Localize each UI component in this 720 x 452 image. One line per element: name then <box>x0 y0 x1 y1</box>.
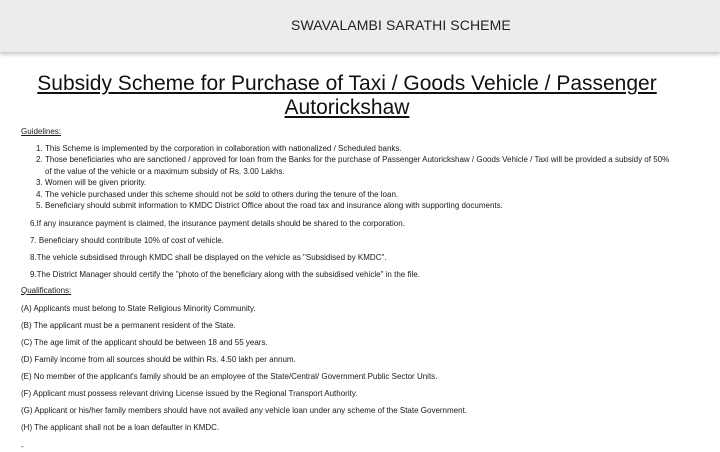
guidelines-heading: Guidelines: <box>21 127 62 136</box>
list-item-number: 2. <box>36 155 43 165</box>
list-item-text: The vehicle purchased under this scheme should not be sold to others during the tenure of the loan. <box>45 189 399 199</box>
list-item-text: Those beneficiaries who are sanctioned / approved for loan from the Banks for the purchase of Passenger Autorickshaw / Goods Vehicle / Taxi will be provided a subsidy of 50% of the value of the vehicle or a maximum subsidy of Rs. 3.00 Lakhs. <box>45 155 670 176</box>
qualification-item-g: (G) Applicant or his/her family members should have not availed any vehicle loan under any scheme of the State Government. <box>21 406 468 415</box>
qualification-item-f: (F) Applicant must possess relevant driving License issued by the Regional Transport Authority. <box>21 389 358 398</box>
list-item-number: 4. <box>36 189 43 199</box>
list-item <box>36 154 676 177</box>
list-item-text: Women will be given priority. <box>45 178 147 188</box>
page-title-line-1: Subsidy Scheme for Purchase of Taxi / Goods Vehicle / Passenger <box>37 72 657 95</box>
qualifications-heading: Qualifications: <box>21 286 72 295</box>
header-title: SWAVALAMBI SARATHI SCHEME <box>291 17 511 33</box>
guideline-item-6: 6.If any insurance payment is claimed, the insurance payment details should be shared to the corporation. <box>30 219 405 228</box>
list-item <box>36 200 676 211</box>
list-item-text: This Scheme is implemented by the corporation in collaboration with nationalized / Scheduled banks. <box>45 144 402 153</box>
trailing-dash: - <box>21 442 24 451</box>
list-item-text: Beneficiary should submit information to KMDC District Office about the road tax and insurance along with supporting documents. <box>45 201 503 211</box>
list-item <box>36 177 676 188</box>
guidelines-list <box>36 143 676 211</box>
list-item <box>36 189 676 200</box>
qualification-item-c: (C) The age limit of the applicant should be between 18 and 55 years. <box>21 338 268 347</box>
guideline-item-9: 9.The District Manager should certify the "photo of the beneficiary along with the subsidised vehicle" in the file. <box>30 270 420 279</box>
guideline-item-8: 8.The vehicle subsidised through KMDC shall be displayed on the vehicle as "Subsidised by KMDC". <box>30 253 387 262</box>
header-bar <box>0 0 720 53</box>
qualification-item-h: (H) The applicant shall not be a loan defaulter in KMDC. <box>21 423 220 432</box>
list-item-number: 5. <box>36 201 43 211</box>
list-item <box>36 143 676 154</box>
qualification-item-a: (A) Applicants must belong to State Religious Minority Community. <box>21 304 256 313</box>
qualification-item-b: (B) The applicant must be a permanent resident of the State. <box>21 321 236 330</box>
guideline-item-7: 7. Beneficiary should contribute 10% of cost of vehicle. <box>30 236 224 245</box>
list-item-number: 1. <box>36 144 43 153</box>
page-title <box>0 72 694 120</box>
qualification-item-d: (D) Family income from all sources should be within Rs. 4.50 lakh per annum. <box>21 355 296 364</box>
page-title-line-2: Autorickshaw <box>284 96 410 119</box>
list-item-number: 3. <box>36 178 43 188</box>
qualification-item-e: (E) No member of the applicant's family should be an employee of the State/Central/ Government Public Sector Units. <box>21 372 438 381</box>
